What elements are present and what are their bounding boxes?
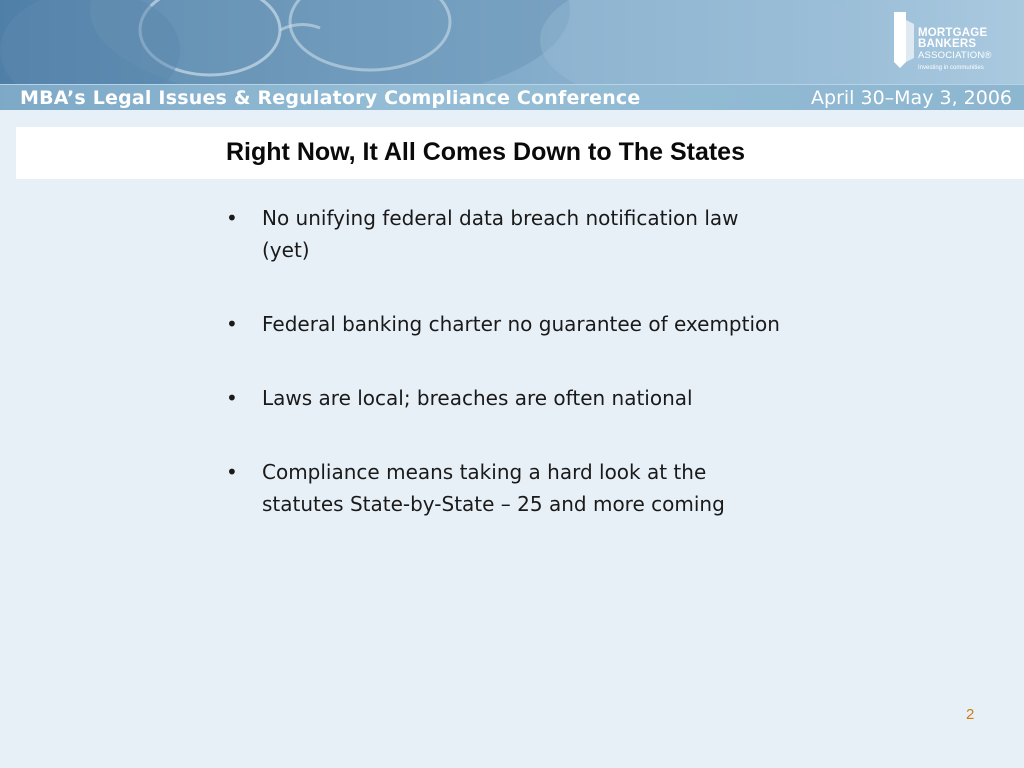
- logo-tagline: Investing in communities: [918, 65, 984, 71]
- bullet-item: [224, 456, 784, 520]
- banner-photo-image: [0, 0, 1024, 84]
- bullet-item: [224, 202, 784, 266]
- bullet-text: Federal banking charter no guarantee of exemption: [262, 312, 780, 336]
- logo-line-mortgage: MORTGAGE: [918, 27, 988, 39]
- logo-line-association: ASSOCIATION®: [918, 50, 992, 61]
- bullet-symbol: •: [226, 206, 238, 230]
- conference-name: MBA’s Legal Issues & Regulatory Compliance Conference: [20, 87, 641, 109]
- bullet-list: [224, 202, 784, 562]
- bullet-symbol: •: [226, 312, 238, 336]
- slide-title: Right Now, It All Comes Down to The States: [226, 138, 745, 166]
- logo-line-bankers: BANKERS: [918, 38, 977, 50]
- bullet-text: No unifying federal data breach notification law (yet): [262, 206, 739, 262]
- bullet-symbol: •: [226, 386, 238, 410]
- bullet-text: Laws are local; breaches are often national: [262, 386, 693, 410]
- header-banner: [0, 0, 1024, 110]
- bullet-item: [224, 382, 784, 414]
- page-number: 2: [966, 706, 975, 723]
- bullet-item: [224, 308, 784, 340]
- conference-dates: April 30–May 3, 2006: [811, 87, 1012, 109]
- bullet-text: Compliance means taking a hard look at the statutes State-by-State – 25 and more coming: [262, 460, 725, 516]
- mba-logo: [892, 10, 1012, 74]
- bullet-symbol: •: [226, 460, 238, 484]
